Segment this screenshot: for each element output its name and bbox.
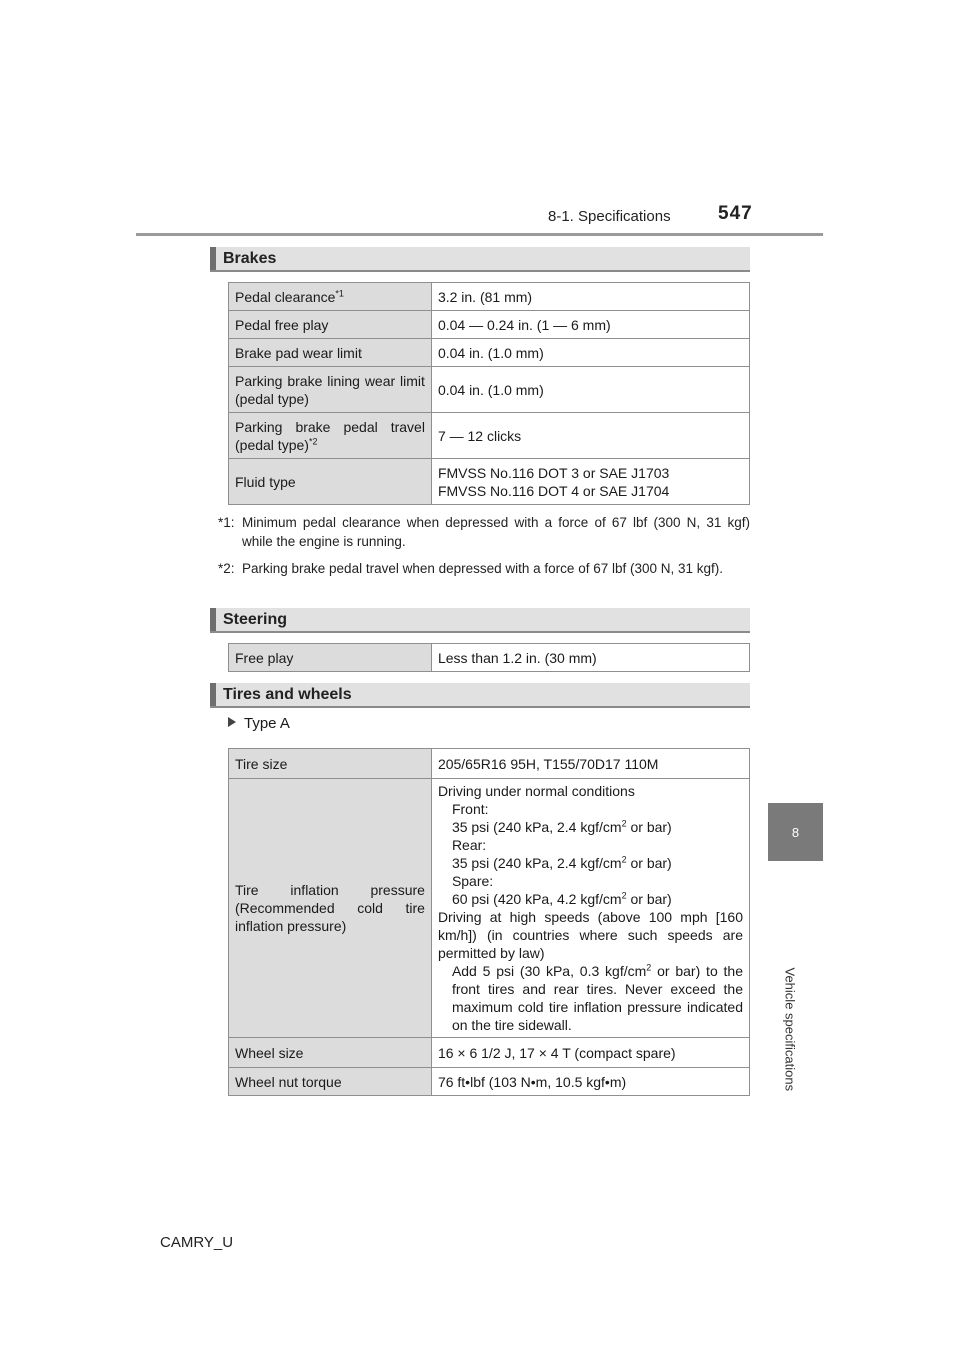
table-row — [229, 311, 750, 339]
row-key: Pedal free play — [229, 311, 432, 339]
footnote-1: *1: Minimum pedal clearance when depressed with a force of 67 lbf (300 N, 31 kgf) while the engine is running. — [218, 515, 750, 549]
row-value: FMVSS No.116 DOT 3 or SAE J1703 FMVSS No.116 DOT 4 or SAE J1704 — [431, 459, 749, 505]
table-row — [229, 1038, 750, 1068]
table-row — [229, 779, 750, 1038]
brakes-table — [228, 282, 750, 505]
steering-table — [228, 643, 750, 672]
header-section: 8-1. Specifications — [548, 208, 671, 225]
row-key: Fluid type — [229, 459, 432, 505]
table-row — [229, 644, 750, 672]
chapter-number: 8 — [791, 824, 800, 840]
page-number: 547 — [718, 203, 753, 224]
row-key: Parking brake lining wear limit (pedal type) — [229, 367, 432, 413]
row-value: 0.04 in. (1.0 mm) — [431, 339, 749, 367]
tires-table — [228, 748, 750, 1096]
table-row — [229, 749, 750, 779]
row-value: 7 — 12 clicks — [431, 413, 749, 459]
row-key: Pedal clearance$^{*1}$ — [229, 283, 432, 311]
type-a-label: Type A — [228, 715, 290, 732]
table-row — [229, 367, 750, 413]
brakes-heading: Brakes — [210, 247, 750, 272]
row-key: Tire inflation pressure (Recommended cold tire inflation pressure) — [229, 779, 432, 1038]
row-value: 3.2 in. (81 mm) — [431, 283, 749, 311]
steering-heading: Steering — [210, 608, 750, 633]
table-row — [229, 1068, 750, 1096]
row-key: Free play — [229, 644, 432, 672]
row-value: 205/65R16 95H, T155/70D17 110M — [431, 749, 749, 779]
row-key: Wheel size — [229, 1038, 432, 1068]
chapter-tab[interactable] — [768, 803, 823, 861]
row-value: 16 × 6 1/2 J, 17 × 4 T (compact spare) — [431, 1038, 749, 1068]
row-value: Less than 1.2 in. (30 mm) — [431, 644, 749, 672]
row-value: 0.04 in. (1.0 mm) — [431, 367, 749, 413]
row-value: Driving under normal conditions Front: 35 psi (240 kPa, 2.4 kgf/$cm^2$ or bar) Rear: 35 psi (240 kPa, 2.4 kgf/$cm^2$ or bar) Spare: 60 psi (420 kPa, 4.2 kgf/$cm^2$ or bar) Driving at high speeds (above 100 mph [160 km/h]) (in countries where such speeds are permitted by law) Add 5 psi (30 kPa, 0.3 kgf/$cm^2$ or bar) to the front tires and rear tires. Never exceed the maximum cold tire inflation pressure indicated on the tire sidewall. — [431, 779, 749, 1038]
row-key: Brake pad wear limit — [229, 339, 432, 367]
footnote-2: *2: Parking brake pedal travel when depressed with a force of 67 lbf (300 N, 31 kgf). — [218, 561, 724, 576]
row-key: Wheel nut torque — [229, 1068, 432, 1096]
row-key: Parking brake pedal travel (pedal type)$^{*2}$ — [229, 413, 432, 459]
tires-heading: Tires and wheels — [210, 683, 750, 708]
row-value: 76 ft•lbf (103 N•m, 10.5 kgf•m) — [431, 1068, 749, 1096]
row-value: 0.04 — 0.24 in. (1 — 6 mm) — [431, 311, 749, 339]
table-row — [229, 339, 750, 367]
header-rule — [136, 233, 823, 236]
table-row — [229, 283, 750, 311]
chapter-label: Vehicle specifications — [782, 967, 798, 1092]
footer-model: CAMRY_U — [160, 1234, 234, 1251]
row-key: Tire size — [229, 749, 432, 779]
table-row — [229, 459, 750, 505]
table-row — [229, 413, 750, 459]
arrow-right-icon — [228, 717, 236, 727]
